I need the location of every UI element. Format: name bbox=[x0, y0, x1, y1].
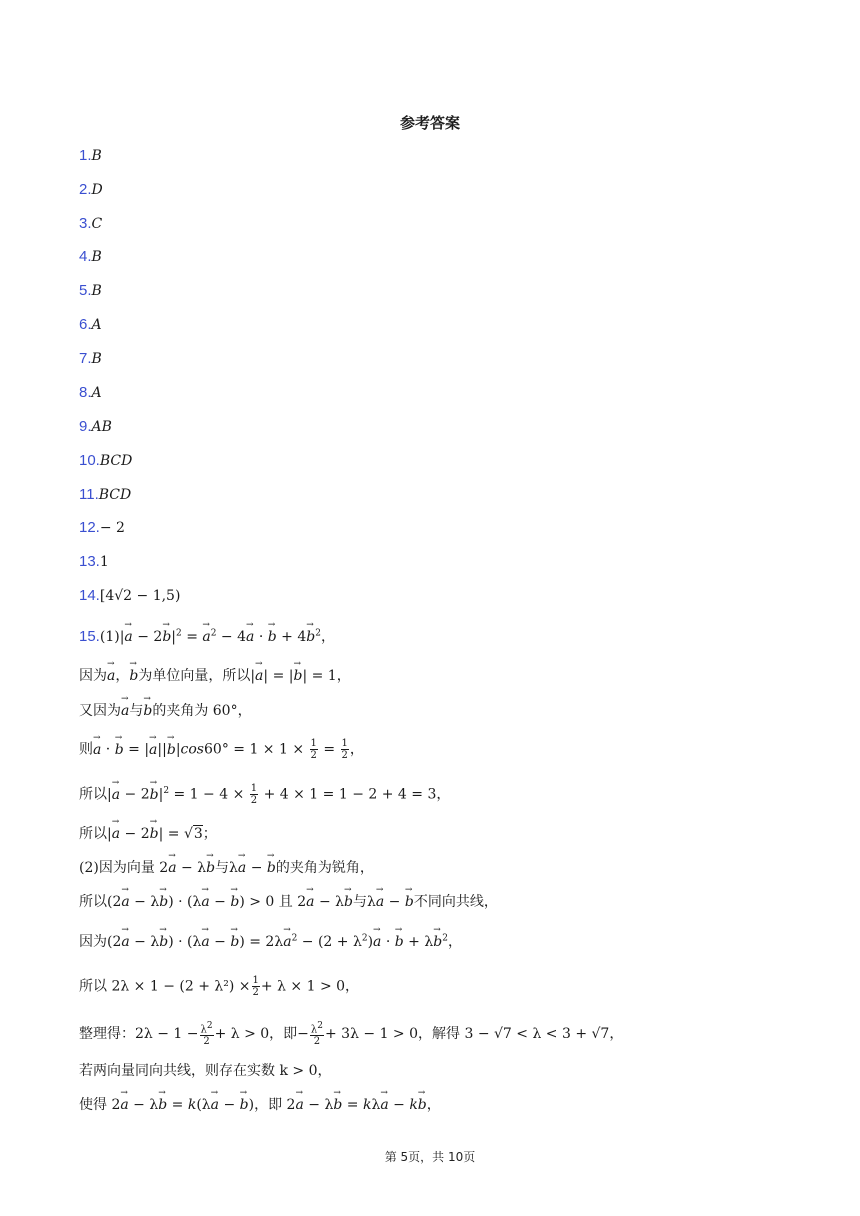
answer-line-12 bbox=[79, 519, 125, 536]
answer-value: AB bbox=[91, 419, 112, 435]
page-footer: 第 5页，共 10页 bbox=[384, 1150, 476, 1164]
answer-value: BCD bbox=[99, 453, 133, 469]
answer-value: D bbox=[91, 182, 103, 198]
solution-line-5: 所以|→ $a - 2\to b|^2 = 1 - 4$ × $\frac{1}{2}$ + 4 × 1 = 1 − 2 + 4 = 3， bbox=[79, 783, 450, 806]
solution-text: 所以| bbox=[79, 786, 112, 803]
solution-text: 因为(2 bbox=[79, 934, 122, 950]
answer-number: 8. bbox=[79, 384, 92, 401]
answer-line-10 bbox=[79, 452, 132, 469]
answer-number: 6. bbox=[79, 316, 92, 333]
answer-line-5 bbox=[79, 282, 102, 299]
solution-text: 不同向共线， bbox=[413, 894, 498, 910]
solution-text: 的夹角为 60°， bbox=[152, 703, 252, 719]
answer-line-2 bbox=[79, 181, 103, 198]
answer-value: A bbox=[91, 385, 102, 401]
answer-number: 14. bbox=[79, 587, 100, 604]
answer-number: 2. bbox=[79, 181, 92, 198]
answer-line-4 bbox=[79, 248, 102, 265]
solution-text: + 3λ − 1 > 0，解得 3 − √7 < λ < 3 + √7， bbox=[324, 1026, 624, 1043]
answer-number: 10. bbox=[79, 452, 100, 469]
answer-value: B bbox=[91, 148, 102, 164]
solution-text: 与 bbox=[129, 703, 144, 719]
solution-text: 整理得：2λ − 1 − bbox=[79, 1026, 199, 1043]
answer-number: 3. bbox=[79, 215, 92, 232]
solution-text: + λ > 0，即− bbox=[214, 1026, 309, 1043]
answer-line-11 bbox=[79, 486, 131, 503]
answer-value: A bbox=[91, 317, 102, 333]
answer-value: BCD bbox=[98, 487, 132, 503]
solution-text: 则 bbox=[79, 741, 93, 758]
answer-number: 13. bbox=[79, 553, 100, 570]
answer-line-6 bbox=[79, 316, 102, 333]
solution-text: 且 2 bbox=[278, 894, 307, 910]
answer-number: 4. bbox=[79, 248, 92, 265]
solution-text: (1)| bbox=[99, 629, 125, 645]
answer-value: B bbox=[91, 283, 102, 299]
page-title: 参考答案 bbox=[399, 114, 460, 132]
answer-number: 12. bbox=[79, 519, 100, 536]
answer-number: 7. bbox=[79, 350, 92, 367]
solution-line-10: 所以 2λ × 1 − (2 + λ²) × $\frac{1}{2}$ + λ × 1 > 0， bbox=[79, 975, 360, 998]
solution-text: 又因为 bbox=[79, 703, 121, 719]
answer-value: − 2 bbox=[99, 520, 125, 536]
answer-line-1 bbox=[79, 147, 102, 164]
solution-text: (2)因为向量 2 bbox=[79, 860, 169, 876]
solution-line-11: 整理得：2λ − 1 − $\frac{\lambda^2}{2}$ + λ > 0，即− $\frac{\lambda^2}{2}$ + 3λ − 1 > 0，解得 3 − √7 < λ < 3 + √7， bbox=[79, 1021, 624, 1048]
answer-number: 1. bbox=[79, 147, 92, 164]
solution-text: 所以 2λ × 1 − (2 + λ²) × bbox=[79, 978, 251, 995]
solution-line-6: 所以|→ a − 2→ b| = √3； bbox=[79, 823, 217, 843]
answer-line-3 bbox=[79, 215, 102, 232]
answer-value: C bbox=[91, 216, 103, 232]
solution-text: 若两向量同向共线，则存在实数 k > 0， bbox=[79, 1063, 332, 1079]
solution-line-8: 所以(2→ a − λ→ b) · (λ→ a − → b) > 0 且 2→ a − λ→ b与λ→ a − → b不同向共线， bbox=[79, 891, 498, 911]
solution-line-13: 使得 2→ a − λ→ b = k(λ→ a − → b)，即 2→ a − λ→ b = kλ→ a − k→ b， bbox=[79, 1094, 441, 1114]
solution-text: 与λ bbox=[215, 860, 238, 876]
answer-number: 15. bbox=[79, 628, 100, 645]
solution-text: 因为 bbox=[79, 668, 107, 684]
solution-line-9: 因为(2→ a − λ→ b) · (λ→ a − → $b) = 2\lambda\to a^2 - (2 + \lambda^2)\to a$ · → $b + \lambda\to b^2$， bbox=[79, 931, 462, 951]
solution-text: 所以(2 bbox=[79, 894, 122, 910]
solution-line-2: 因为→ a，→ b为单位向量，所以|→ a| = |→ b| = 1， bbox=[79, 665, 351, 685]
solution-text: 所以| bbox=[79, 826, 112, 842]
solution-line-12 bbox=[79, 1060, 331, 1080]
answer-value: B bbox=[91, 351, 102, 367]
answer-line-14 bbox=[79, 587, 180, 604]
answer-line-7 bbox=[79, 350, 102, 367]
answer-number: 9. bbox=[79, 418, 92, 435]
answer-number: 11. bbox=[79, 486, 99, 503]
solution-text: ， bbox=[115, 668, 130, 684]
answer-value: 1 bbox=[99, 554, 109, 570]
answer-line-9 bbox=[79, 418, 112, 435]
answer-value: B bbox=[91, 249, 102, 265]
solution-line-1: $15.(1)|\to a - 2\to b|^2$ = → $a^2 - 4\to a$ · → $b + 4\to b^2$， bbox=[79, 626, 335, 646]
solution-line-7: (2)因为向量 2→ a − λ→ b与λ→ a − → b的夹角为锐角， bbox=[79, 857, 374, 877]
solution-text: 的夹角为锐角， bbox=[275, 860, 374, 876]
answer-value: [4√2 − 1,5) bbox=[99, 588, 181, 604]
solution-text: 使得 2 bbox=[79, 1097, 121, 1113]
solution-text: ，即 2 bbox=[254, 1097, 296, 1113]
solution-text: 为单位向量，所以| bbox=[138, 668, 256, 684]
solution-line-3: 又因为→ a与→ b的夹角为 60°， bbox=[79, 700, 252, 720]
solution-line-4: 则→ a · → b = |→ a||→ b|cos60° = 1 × 1 × $\frac{1}{2}$ = $\frac{1}{2}$ ， bbox=[79, 738, 364, 761]
solution-text: + λ × 1 > 0， bbox=[260, 978, 360, 995]
answer-line-8 bbox=[79, 384, 102, 401]
answer-line-13 bbox=[79, 553, 109, 570]
answer-number: 5. bbox=[79, 282, 92, 299]
